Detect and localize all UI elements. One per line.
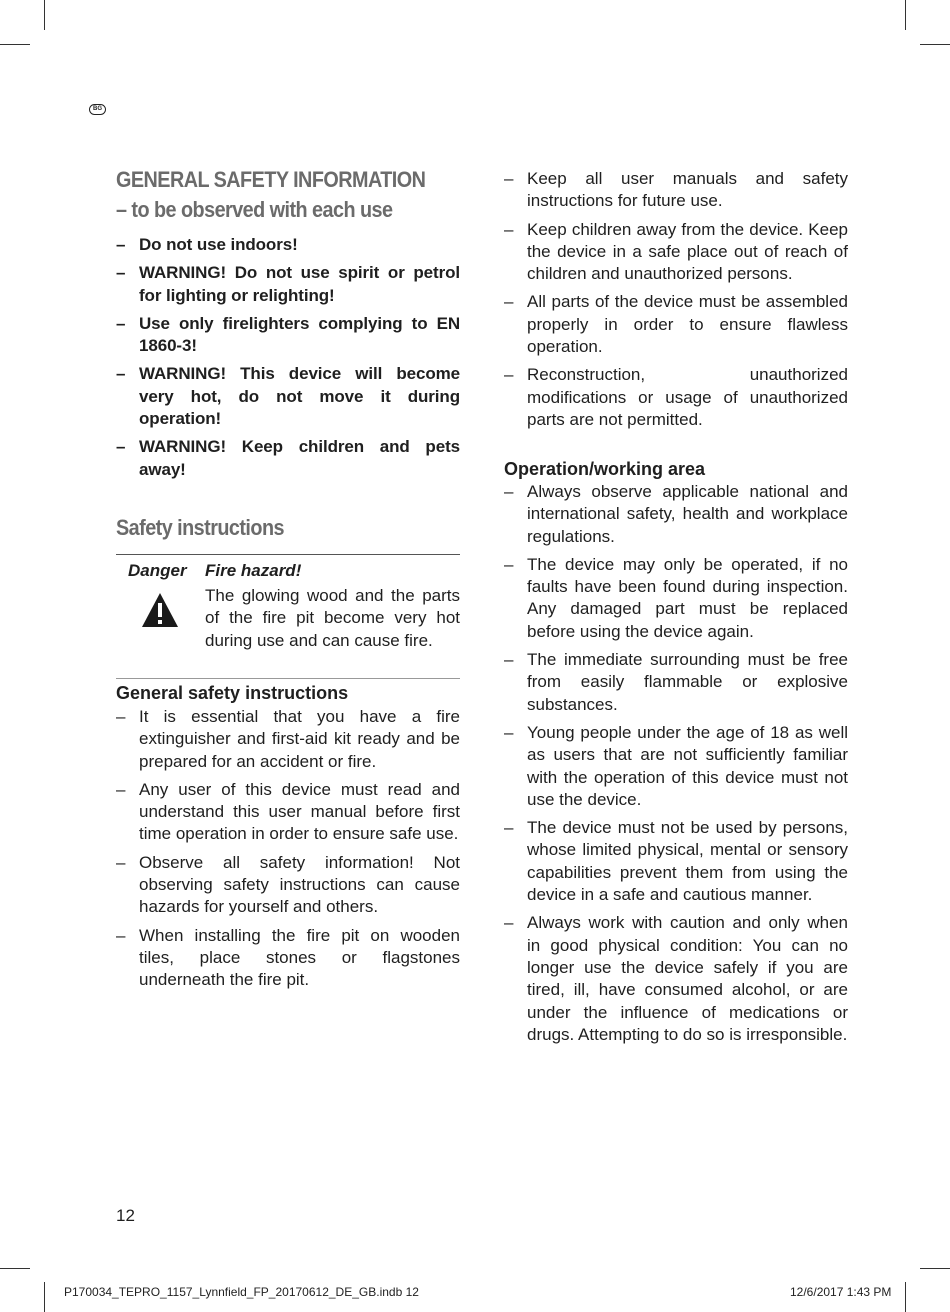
list-item: – The device may only be operated, if no faults have been found during inspection. Any damaged part must be replaced before using the device again. xyxy=(504,554,848,643)
list-item: – Reconstruction, unauthorized modifications or usage of unauthorized parts are not permitted. xyxy=(504,364,848,431)
general-safety-heading: General safety instructions xyxy=(116,683,349,703)
safety-instructions-heading: Safety instructions xyxy=(116,515,284,540)
list-item: – The immediate surrounding must be free from easily flammable or explosive substances. xyxy=(504,649,848,716)
list-item: – Young people under the age of 18 as well as users that are not sufficiently familiar with the operation of this device must not use the device. xyxy=(504,722,848,811)
crop-mark xyxy=(44,0,45,30)
footer-datetime: 12/6/2017 1:43 PM xyxy=(790,1285,892,1299)
list-item: – Do not use indoors! xyxy=(116,234,460,256)
operation-list xyxy=(504,481,848,1052)
section-title: GENERAL SAFETY INFORMATION xyxy=(116,167,426,192)
section-subtitle: – to be observed with each use xyxy=(116,197,393,222)
list-item: – Any user of this device must read and understand this user manual before first time operation in order to ensure safe use. xyxy=(116,779,460,846)
warning-list xyxy=(116,234,460,487)
crop-mark xyxy=(920,1268,950,1269)
list-item: – It is essential that you have a fire extinguisher and first-aid kit ready and be prepared for an accident or fire. xyxy=(116,706,460,773)
list-item: – When installing the fire pit on wooden tiles, place stones or flagstones underneath the fire pit. xyxy=(116,925,460,992)
list-item: – Always work with caution and only when in good physical condition: You can no longer use the device safely if you are tired, ill, have consumed alcohol, or are under the influence of medications or drugs. Attempting to do so is irresponsible. xyxy=(504,912,848,1046)
general-list-continued xyxy=(504,168,848,437)
danger-box xyxy=(116,554,460,679)
list-item: – Keep children away from the device. Keep the device in a safe place out of reach of children and unauthorized persons. xyxy=(504,219,848,286)
danger-label: Danger xyxy=(128,561,187,580)
list-item: – The device must not be used by persons, whose limited physical, mental or sensory capabilities prevent them from using the device in a safe and cautious manner. xyxy=(504,817,848,906)
warning-triangle-icon xyxy=(140,591,180,629)
danger-text: The glowing wood and the parts of the fire pit become very hot during use and can cause fire. xyxy=(205,586,460,650)
crop-mark xyxy=(905,0,906,30)
crop-mark xyxy=(905,1282,906,1312)
general-safety-list xyxy=(116,706,460,998)
crop-mark xyxy=(44,1282,45,1312)
crop-mark xyxy=(920,44,950,45)
list-item: – WARNING! Do not use spirit or petrol for lighting or relighting! xyxy=(116,262,460,307)
page-number: 12 xyxy=(116,1206,135,1225)
language-badge: BG xyxy=(89,104,106,115)
list-item: – All parts of the device must be assembled properly in order to ensure flawless operation. xyxy=(504,291,848,358)
list-item: – WARNING! This device will become very hot, do not move it during operation! xyxy=(116,363,460,430)
footer-file: P170034_TEPRO_1157_Lynnfield_FP_20170612_DE_GB.indb 12 xyxy=(64,1285,419,1299)
danger-title: Fire hazard! xyxy=(205,561,302,580)
list-item: – Keep all user manuals and safety instructions for future use. xyxy=(504,168,848,213)
operation-heading: Operation/working area xyxy=(504,459,706,479)
list-item: – Use only firelighters complying to EN 1860-3! xyxy=(116,313,460,358)
crop-mark xyxy=(0,44,30,45)
list-item: – Observe all safety information! Not observing safety instructions can cause hazards for yourself and others. xyxy=(116,852,460,919)
list-item: – Always observe applicable national and international safety, health and workplace regulations. xyxy=(504,481,848,548)
list-item: – WARNING! Keep children and pets away! xyxy=(116,436,460,481)
crop-mark xyxy=(0,1268,30,1269)
